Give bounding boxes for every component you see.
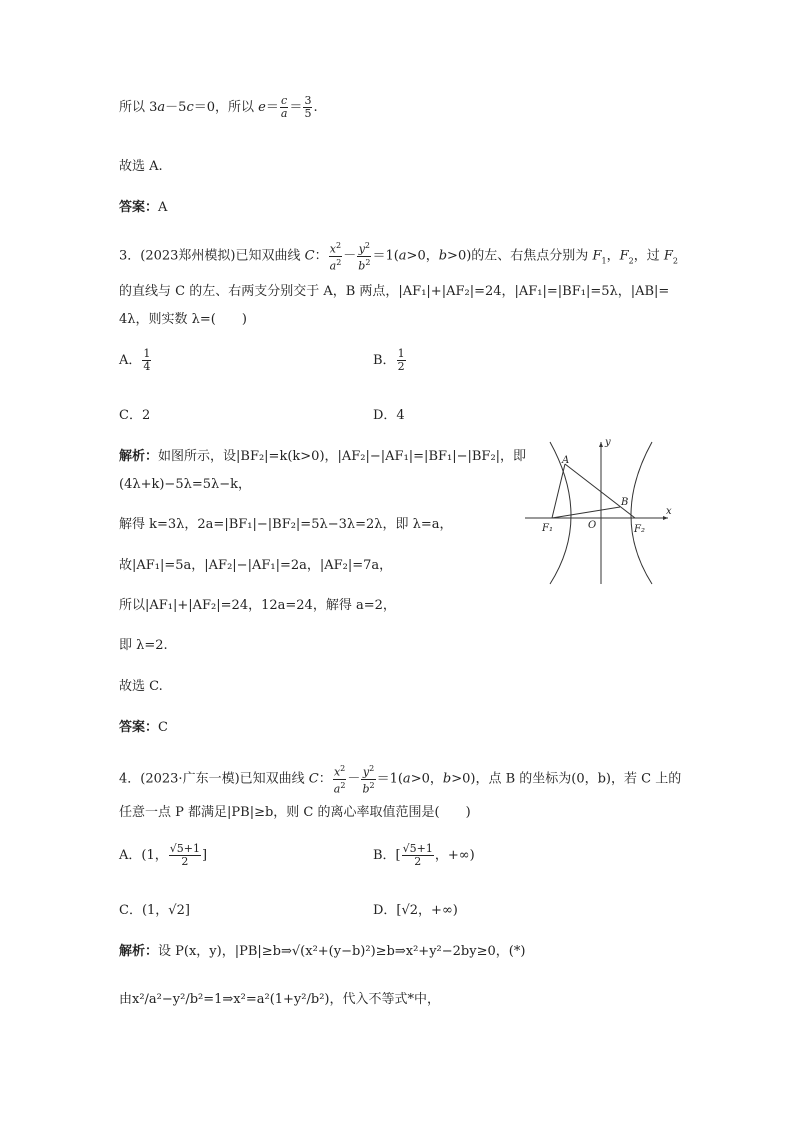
q3-solution-line-1	[119, 445, 526, 464]
q4-option-a-den: 2	[181, 855, 189, 868]
q4-option-b-num: √5+1	[402, 842, 433, 855]
so-select-a: 故选 A.	[119, 159, 163, 174]
q3-solution-label: 解析：	[119, 449, 159, 464]
segment-f1-a	[552, 464, 565, 518]
q4-number: 4．	[119, 771, 141, 787]
q3-solution-line-5: 所以|AF₁|+|AF₂|=24，12a=24，解得 a=2，	[119, 598, 396, 613]
answer-label-2: 答案：	[119, 720, 159, 735]
q3-line-3: 4λ，则实数 λ=( )	[119, 312, 247, 327]
so-select-c: 故选 C.	[119, 679, 163, 694]
q3-option-a-label: A．	[119, 353, 142, 368]
q4-solution-line-2: 由x²/a²−y²/b²=1⇒x²=a²(1+y²/b²)，代入不等式*中，	[119, 992, 440, 1007]
q3-solution-line-4: 故|AF₁|=5a，|AF₂|−|AF₁|=2a，|AF₂|=7a，	[119, 558, 393, 573]
label-y: y	[605, 437, 611, 448]
answer-label: 答案：	[119, 200, 159, 215]
label-b: B	[621, 497, 629, 508]
q3-solution-line-2: (4λ+k)−5λ=5λ−k，	[119, 477, 251, 492]
q3-option-a[interactable]	[119, 348, 152, 373]
q3-number: 3．	[119, 248, 141, 264]
q3-solution-line-3: 解得 k=3λ，2a=|BF₁|−|BF₂|=5λ−3λ=2λ，即 λ=a，	[119, 517, 453, 532]
q3-line-2: 的直线与 C 的左、右两支分别交于 A，B 两点，|AF₁|+|AF₂|=24，|AF₁|=|BF₁|=5λ，|AB|=	[119, 284, 670, 299]
q4-solution-text-1: 设 P(x，y)，|PB|≥b⇒√(x²+(y−b)²)≥b⇒x²+y²−2by≥0，(*)	[158, 944, 526, 959]
q4-option-a[interactable]	[119, 843, 207, 868]
q3-option-c[interactable]: C．2	[119, 408, 151, 423]
answer-2-value: C	[158, 720, 168, 735]
segment-f1-b	[552, 507, 620, 518]
q3-option-d[interactable]: D．4	[373, 408, 405, 423]
q4-option-a-label: A．(1，	[119, 848, 168, 863]
label-x: x	[666, 506, 672, 517]
q4-option-d[interactable]: D．[√2，+∞)	[373, 903, 458, 918]
q3-option-b-num: 1	[397, 347, 405, 360]
q4-option-c[interactable]: C．(1，√2]	[119, 903, 190, 918]
q3-solution-line-6: 即 λ=2.	[119, 638, 168, 653]
q4-option-b-label: B．[	[373, 848, 401, 863]
q3-option-b-den: 2	[397, 360, 405, 373]
q4-option-a-num: √5+1	[169, 842, 200, 855]
q3-solution-text-1: 如图所示，设|BF₂|=k(k>0)，|AF₂|−|AF₁|=|BF₁|−|BF₂|，即	[158, 449, 527, 464]
q4-source: (2023·广东一模)已知双曲线	[140, 771, 305, 787]
label-f2: F₂	[634, 524, 645, 535]
q4-option-b[interactable]	[373, 843, 475, 868]
intro-text: 所以 3a－5c＝0，所以 e＝ $\frac{c}{a}$ ＝ $\frac{3}{5}$ .	[119, 94, 318, 120]
q3-line1-rest: 的左、右焦点分别为	[471, 248, 589, 264]
y-axis-arrow	[599, 442, 603, 447]
label-o: O	[588, 520, 597, 531]
q3-option-a-den: 4	[143, 360, 151, 373]
q4-line-2: 任意一点 P 都满足|PB|≥b，则 C 的离心率取值范围是( )	[119, 805, 471, 820]
answer-1-line	[119, 196, 167, 215]
q4-option-a-close: ]	[201, 848, 208, 863]
q3-option-b-label: B．	[373, 353, 396, 368]
answer-1-value: A	[158, 200, 168, 215]
label-f1: F₁	[542, 523, 553, 534]
label-a: A	[562, 455, 570, 466]
q4-line1-rest: ，点 B 的坐标为(0，b)，若 C 上的	[475, 771, 682, 787]
q4-option-b-den: 2	[414, 855, 422, 868]
q3-option-a-num: 1	[143, 347, 151, 360]
right-branch	[631, 442, 652, 584]
intro-line	[119, 95, 318, 120]
q3-option-b[interactable]	[373, 348, 407, 373]
q4-solution-line-1	[119, 940, 525, 959]
answer-2-line	[119, 716, 168, 735]
q3-source: (2023郑州模拟)已知双曲线	[140, 248, 301, 264]
q4-option-b-close: ，+∞)	[434, 848, 475, 863]
hyperbola-figure	[520, 437, 675, 587]
q4-solution-label: 解析：	[119, 944, 159, 959]
q3-line-1: 3．(2023郑州模拟)已知双曲线 C： $\frac{x^2}{a^2}$ － $\frac{y^2}{b^2}$ ＝1(a>0，b>0)的左、右焦点分别为 $F_1$，$F_2$，过 $F_2$	[119, 241, 678, 273]
q4-line-1: 4．(2023·广东一模)已知双曲线 C： $\frac{x^2}{a^2}$ － $\frac{y^2}{b^2}$ ＝1(a>0，b>0)，点 B 的坐标为(0，b)，若 C 上的	[119, 764, 682, 796]
